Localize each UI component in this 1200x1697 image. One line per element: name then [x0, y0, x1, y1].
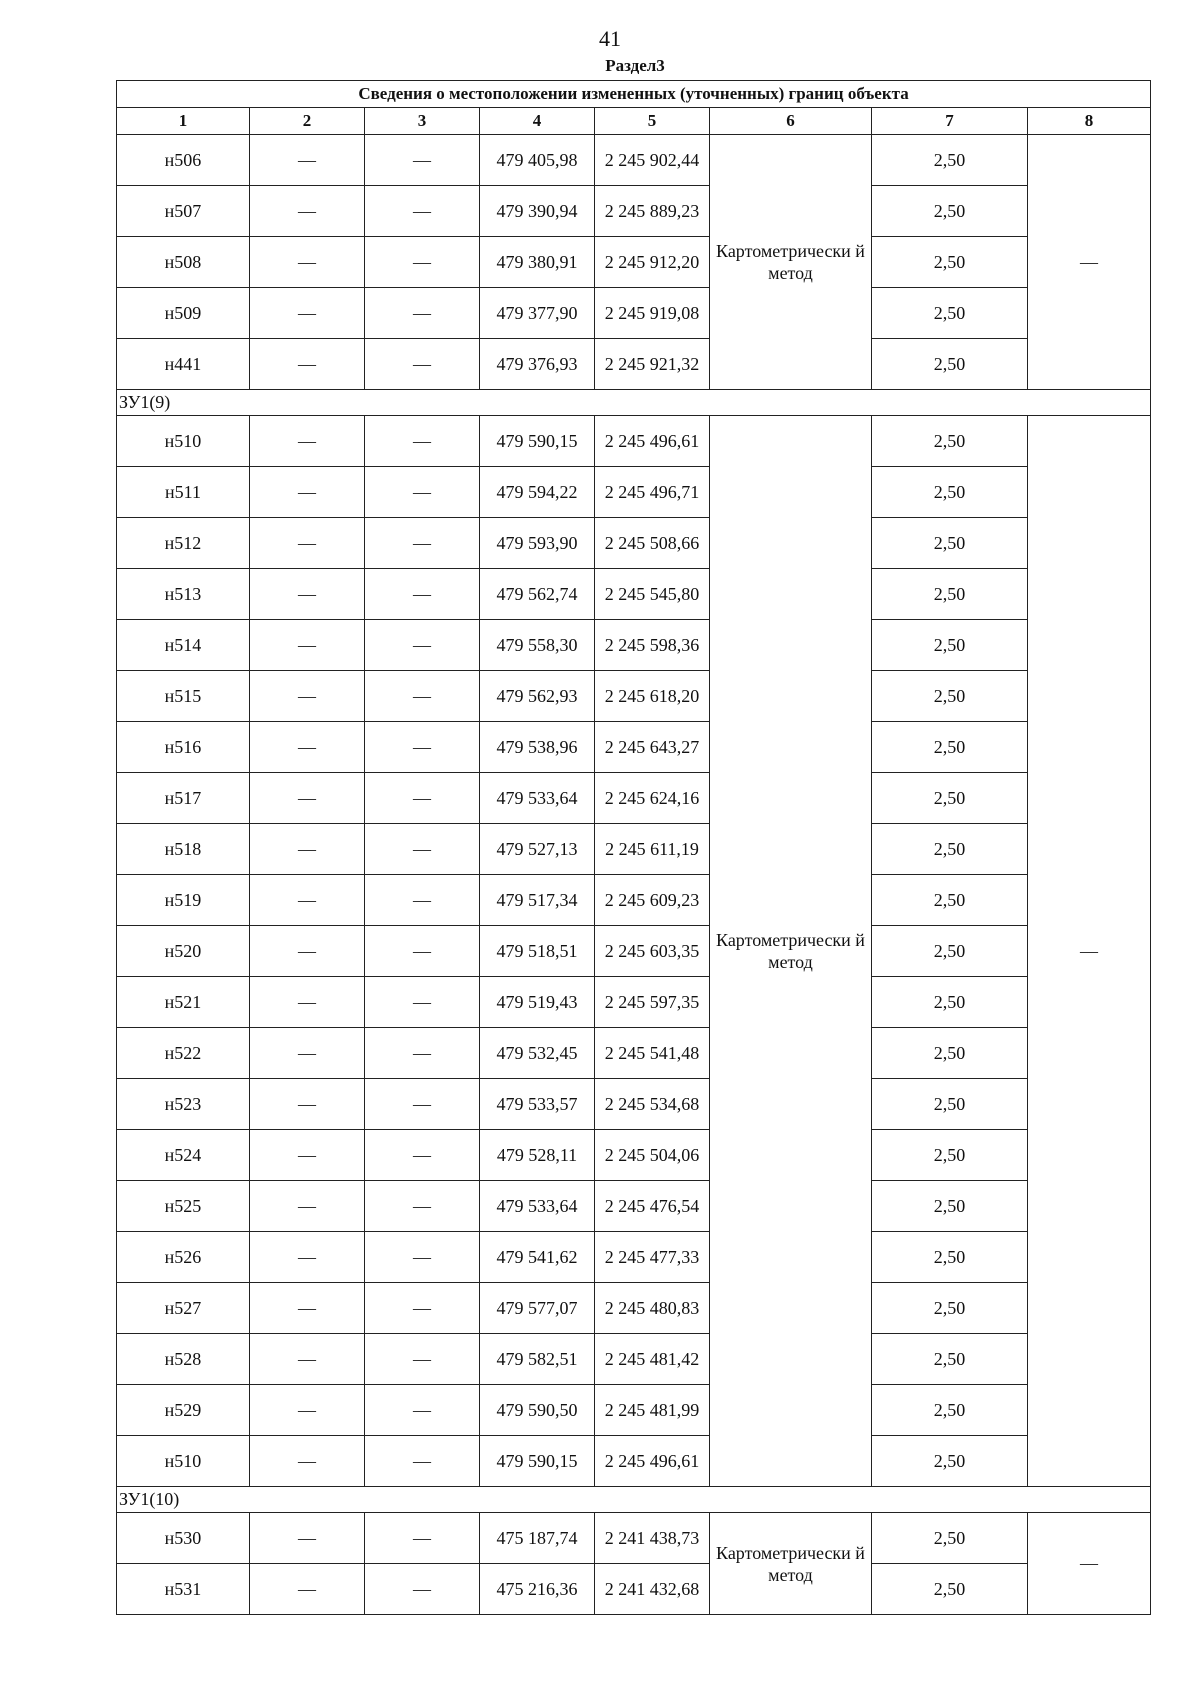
x-coordinate-cell: 479 541,62 [480, 1232, 595, 1283]
table-row [117, 339, 1151, 390]
accuracy-cell: 2,50 [872, 1181, 1028, 1232]
y-coordinate-cell: 2 245 598,36 [595, 620, 710, 671]
accuracy-cell: 2,50 [872, 926, 1028, 977]
y-coordinate-cell: 2 245 902,44 [595, 135, 710, 186]
column-2-cell: — [250, 1436, 365, 1487]
column-2-cell: — [250, 288, 365, 339]
accuracy-cell: 2,50 [872, 237, 1028, 288]
point-name-cell: н529 [117, 1385, 250, 1436]
point-name-cell: н509 [117, 288, 250, 339]
method-cell: Картометрически й метод [710, 416, 872, 1487]
table-row [117, 926, 1151, 977]
y-coordinate-cell: 2 245 481,99 [595, 1385, 710, 1436]
x-coordinate-cell: 479 577,07 [480, 1283, 595, 1334]
point-name-cell: н526 [117, 1232, 250, 1283]
table-row [117, 1130, 1151, 1181]
column-3-cell: — [365, 416, 480, 467]
table-row [117, 135, 1151, 186]
accuracy-cell: 2,50 [872, 1513, 1028, 1564]
table-row [117, 1436, 1151, 1487]
accuracy-cell: 2,50 [872, 875, 1028, 926]
column-3-cell: — [365, 135, 480, 186]
column-2-cell: — [250, 620, 365, 671]
column-2-cell: — [250, 1283, 365, 1334]
x-coordinate-cell: 479 519,43 [480, 977, 595, 1028]
column-number-2: 2 [250, 108, 365, 135]
table-row [117, 722, 1151, 773]
point-name-cell: н527 [117, 1283, 250, 1334]
column-3-cell: — [365, 671, 480, 722]
accuracy-cell: 2,50 [872, 288, 1028, 339]
point-name-cell: н515 [117, 671, 250, 722]
column-2-cell: — [250, 1513, 365, 1564]
y-coordinate-cell: 2 241 432,68 [595, 1564, 710, 1615]
accuracy-cell: 2,50 [872, 1130, 1028, 1181]
column-number-4: 4 [480, 108, 595, 135]
column-3-cell: — [365, 1028, 480, 1079]
x-coordinate-cell: 479 590,15 [480, 416, 595, 467]
y-coordinate-cell: 2 245 480,83 [595, 1283, 710, 1334]
table-row [117, 237, 1151, 288]
y-coordinate-cell: 2 245 919,08 [595, 288, 710, 339]
column-2-cell: — [250, 875, 365, 926]
point-name-cell: н520 [117, 926, 250, 977]
column-2-cell: — [250, 339, 365, 390]
x-coordinate-cell: 479 390,94 [480, 186, 595, 237]
table-row [117, 1181, 1151, 1232]
point-name-cell: н512 [117, 518, 250, 569]
x-coordinate-cell: 479 533,64 [480, 773, 595, 824]
table-row [117, 1334, 1151, 1385]
x-coordinate-cell: 479 562,74 [480, 569, 595, 620]
y-coordinate-cell: 2 245 597,35 [595, 977, 710, 1028]
column-3-cell: — [365, 875, 480, 926]
table-row [117, 824, 1151, 875]
x-coordinate-cell: 479 594,22 [480, 467, 595, 518]
x-coordinate-cell: 479 533,57 [480, 1079, 595, 1130]
point-name-cell: н513 [117, 569, 250, 620]
accuracy-cell: 2,50 [872, 467, 1028, 518]
column-3-cell: — [365, 1232, 480, 1283]
accuracy-cell: 2,50 [872, 1232, 1028, 1283]
y-coordinate-cell: 2 245 624,16 [595, 773, 710, 824]
table-row [117, 569, 1151, 620]
x-coordinate-cell: 479 532,45 [480, 1028, 595, 1079]
table-row [117, 671, 1151, 722]
table-row [117, 416, 1151, 467]
accuracy-cell: 2,50 [872, 1436, 1028, 1487]
y-coordinate-cell: 2 245 611,19 [595, 824, 710, 875]
x-coordinate-cell: 479 528,11 [480, 1130, 595, 1181]
y-coordinate-cell: 2 245 476,54 [595, 1181, 710, 1232]
table-row [117, 773, 1151, 824]
point-name-cell: н507 [117, 186, 250, 237]
column-3-cell: — [365, 1130, 480, 1181]
column-2-cell: — [250, 416, 365, 467]
column-number-3: 3 [365, 108, 480, 135]
section-title: Раздел3 [605, 56, 665, 75]
column-3-cell: — [365, 1079, 480, 1130]
column-number-7: 7 [872, 108, 1028, 135]
column-2-cell: — [250, 1130, 365, 1181]
y-coordinate-cell: 2 245 534,68 [595, 1079, 710, 1130]
y-coordinate-cell: 2 245 643,27 [595, 722, 710, 773]
column-3-cell: — [365, 186, 480, 237]
point-name-cell: н518 [117, 824, 250, 875]
boundary-coordinates-table [116, 80, 1151, 1615]
group-row [117, 390, 1151, 416]
column-3-cell: — [365, 1181, 480, 1232]
column-3-cell: — [365, 288, 480, 339]
y-coordinate-cell: 2 245 921,32 [595, 339, 710, 390]
column-2-cell: — [250, 1385, 365, 1436]
point-name-cell: н508 [117, 237, 250, 288]
column-number-5: 5 [595, 108, 710, 135]
x-coordinate-cell: 479 405,98 [480, 135, 595, 186]
column-3-cell: — [365, 926, 480, 977]
x-coordinate-cell: 479 590,15 [480, 1436, 595, 1487]
accuracy-cell: 2,50 [872, 1334, 1028, 1385]
column-3-cell: — [365, 237, 480, 288]
column-8-cell: — [1028, 1513, 1151, 1615]
point-name-cell: н525 [117, 1181, 250, 1232]
point-name-cell: н517 [117, 773, 250, 824]
point-name-cell: н531 [117, 1564, 250, 1615]
column-number-8: 8 [1028, 108, 1151, 135]
accuracy-cell: 2,50 [872, 135, 1028, 186]
accuracy-cell: 2,50 [872, 1385, 1028, 1436]
point-name-cell: н514 [117, 620, 250, 671]
column-3-cell: — [365, 1513, 480, 1564]
point-name-cell: н522 [117, 1028, 250, 1079]
accuracy-cell: 2,50 [872, 671, 1028, 722]
group-row [117, 1487, 1151, 1513]
x-coordinate-cell: 479 377,90 [480, 288, 595, 339]
column-3-cell: — [365, 620, 480, 671]
x-coordinate-cell: 479 562,93 [480, 671, 595, 722]
table-row [117, 1513, 1151, 1564]
column-3-cell: — [365, 1283, 480, 1334]
accuracy-cell: 2,50 [872, 1079, 1028, 1130]
column-8-cell: — [1028, 135, 1151, 390]
y-coordinate-cell: 2 245 496,71 [595, 467, 710, 518]
x-coordinate-cell: 479 593,90 [480, 518, 595, 569]
point-name-cell: н511 [117, 467, 250, 518]
y-coordinate-cell: 2 245 618,20 [595, 671, 710, 722]
column-2-cell: — [250, 1334, 365, 1385]
column-3-cell: — [365, 518, 480, 569]
table-row [117, 186, 1151, 237]
table-row [117, 1079, 1151, 1130]
point-name-cell: н528 [117, 1334, 250, 1385]
table-caption: Сведения о местоположении измененных (уточненных) границ объекта [117, 81, 1151, 108]
x-coordinate-cell: 479 582,51 [480, 1334, 595, 1385]
x-coordinate-cell: 479 590,50 [480, 1385, 595, 1436]
point-name-cell: н510 [117, 1436, 250, 1487]
group-label: ЗУ1(9) [117, 390, 1151, 416]
column-2-cell: — [250, 467, 365, 518]
accuracy-cell: 2,50 [872, 518, 1028, 569]
method-cell: Картометрически й метод [710, 135, 872, 390]
column-2-cell: — [250, 1232, 365, 1283]
x-coordinate-cell: 479 533,64 [480, 1181, 595, 1232]
y-coordinate-cell: 2 245 889,23 [595, 186, 710, 237]
table-row [117, 977, 1151, 1028]
table-row [117, 288, 1151, 339]
y-coordinate-cell: 2 245 496,61 [595, 1436, 710, 1487]
column-3-cell: — [365, 569, 480, 620]
table-row [117, 1028, 1151, 1079]
y-coordinate-cell: 2 245 477,33 [595, 1232, 710, 1283]
point-name-cell: н510 [117, 416, 250, 467]
group-label: ЗУ1(10) [117, 1487, 1151, 1513]
column-2-cell: — [250, 773, 365, 824]
x-coordinate-cell: 479 518,51 [480, 926, 595, 977]
table-row [117, 620, 1151, 671]
y-coordinate-cell: 2 245 912,20 [595, 237, 710, 288]
column-2-cell: — [250, 1079, 365, 1130]
column-8-cell: — [1028, 416, 1151, 1487]
x-coordinate-cell: 479 376,93 [480, 339, 595, 390]
column-2-cell: — [250, 977, 365, 1028]
accuracy-cell: 2,50 [872, 416, 1028, 467]
point-name-cell: н523 [117, 1079, 250, 1130]
point-name-cell: н506 [117, 135, 250, 186]
point-name-cell: н524 [117, 1130, 250, 1181]
x-coordinate-cell: 479 380,91 [480, 237, 595, 288]
point-name-cell: н516 [117, 722, 250, 773]
column-number-1: 1 [117, 108, 250, 135]
column-3-cell: — [365, 722, 480, 773]
point-name-cell: н521 [117, 977, 250, 1028]
column-3-cell: — [365, 339, 480, 390]
table-row [117, 1564, 1151, 1615]
accuracy-cell: 2,50 [872, 339, 1028, 390]
accuracy-cell: 2,50 [872, 824, 1028, 875]
accuracy-cell: 2,50 [872, 977, 1028, 1028]
column-2-cell: — [250, 1564, 365, 1615]
x-coordinate-cell: 479 517,34 [480, 875, 595, 926]
column-2-cell: — [250, 824, 365, 875]
column-2-cell: — [250, 237, 365, 288]
accuracy-cell: 2,50 [872, 1564, 1028, 1615]
column-2-cell: — [250, 569, 365, 620]
point-name-cell: н441 [117, 339, 250, 390]
column-3-cell: — [365, 1436, 480, 1487]
column-2-cell: — [250, 186, 365, 237]
column-3-cell: — [365, 1564, 480, 1615]
x-coordinate-cell: 479 558,30 [480, 620, 595, 671]
accuracy-cell: 2,50 [872, 722, 1028, 773]
accuracy-cell: 2,50 [872, 620, 1028, 671]
y-coordinate-cell: 2 245 508,66 [595, 518, 710, 569]
point-name-cell: н530 [117, 1513, 250, 1564]
point-name-cell: н519 [117, 875, 250, 926]
column-2-cell: — [250, 1028, 365, 1079]
table-row [117, 467, 1151, 518]
y-coordinate-cell: 2 241 438,73 [595, 1513, 710, 1564]
table-row [117, 1232, 1151, 1283]
accuracy-cell: 2,50 [872, 1028, 1028, 1079]
x-coordinate-cell: 479 527,13 [480, 824, 595, 875]
y-coordinate-cell: 2 245 603,35 [595, 926, 710, 977]
column-number-6: 6 [710, 108, 872, 135]
column-3-cell: — [365, 773, 480, 824]
table-body [117, 135, 1151, 1615]
x-coordinate-cell: 479 538,96 [480, 722, 595, 773]
y-coordinate-cell: 2 245 504,06 [595, 1130, 710, 1181]
column-3-cell: — [365, 977, 480, 1028]
table-row [117, 518, 1151, 569]
table-row [117, 1283, 1151, 1334]
accuracy-cell: 2,50 [872, 1283, 1028, 1334]
x-coordinate-cell: 475 187,74 [480, 1513, 595, 1564]
table-row [117, 1385, 1151, 1436]
y-coordinate-cell: 2 245 609,23 [595, 875, 710, 926]
y-coordinate-cell: 2 245 545,80 [595, 569, 710, 620]
accuracy-cell: 2,50 [872, 773, 1028, 824]
page-number: 41 [599, 26, 621, 51]
column-3-cell: — [365, 824, 480, 875]
method-cell: Картометрически й метод [710, 1513, 872, 1615]
accuracy-cell: 2,50 [872, 569, 1028, 620]
column-2-cell: — [250, 518, 365, 569]
column-2-cell: — [250, 722, 365, 773]
column-2-cell: — [250, 926, 365, 977]
y-coordinate-cell: 2 245 541,48 [595, 1028, 710, 1079]
x-coordinate-cell: 475 216,36 [480, 1564, 595, 1615]
table-row [117, 875, 1151, 926]
column-number-row [117, 108, 1151, 135]
column-3-cell: — [365, 1385, 480, 1436]
column-3-cell: — [365, 467, 480, 518]
column-3-cell: — [365, 1334, 480, 1385]
column-2-cell: — [250, 1181, 365, 1232]
column-2-cell: — [250, 671, 365, 722]
y-coordinate-cell: 2 245 496,61 [595, 416, 710, 467]
y-coordinate-cell: 2 245 481,42 [595, 1334, 710, 1385]
accuracy-cell: 2,50 [872, 186, 1028, 237]
column-2-cell: — [250, 135, 365, 186]
